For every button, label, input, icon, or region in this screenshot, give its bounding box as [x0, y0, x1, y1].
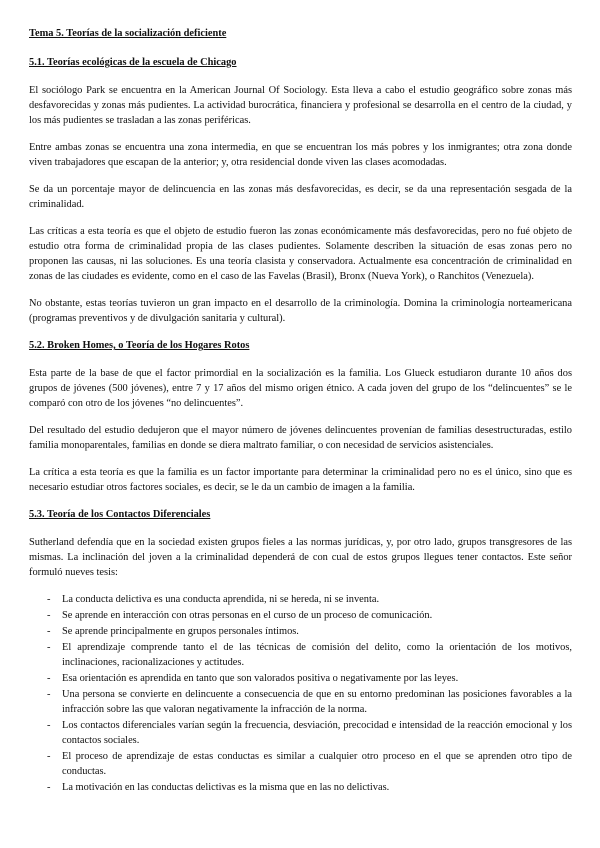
- list-item-text: El proceso de aprendizaje de estas conductas es similar a cualquier otro proceso en el que se aprenden otro tipo de conductas.: [62, 751, 572, 777]
- list-item-text: El aprendizaje comprende tanto el de las técnicas de comisión del delito, como la orientación de los motivos, inclinaciones, racionalizaciones y actitudes.: [62, 642, 572, 668]
- bullet-dash: -: [47, 642, 51, 653]
- bullet-dash: -: [47, 673, 51, 684]
- paragraph: Entre ambas zonas se encuentra una zona intermedia, en que se encuentran los más pobres y los inmigrantes; otra zona donde viven trabajadores que escapan de la anterior; y, otra residencial donde viven las clases acomodadas.: [29, 142, 572, 168]
- section-heading-broken-homes: 5.2. Broken Homes, o Teoría de los Hogares Rotos: [29, 340, 250, 351]
- paragraph: No obstante, estas teorías tuvieron un gran impacto en el desarrollo de la criminología. Domina la criminología norteamericana (programas preventivos y de divulgación sanitaria y cultural).: [29, 298, 572, 324]
- bullet-dash: -: [47, 594, 51, 605]
- paragraph: La crítica a esta teoría es que la familia es un factor importante para determinar la criminalidad pero no es el único, sino que es necesario estudiar otros factores sociales, es decir, se le da un cambio de imagen a la familia.: [29, 467, 572, 493]
- list-item: [29, 749, 572, 779]
- list-item-text: La motivación en las conductas delictivas es la misma que en las no delictivas.: [62, 782, 390, 793]
- theses-list: [29, 592, 572, 795]
- paragraph: Esta parte de la base de que el factor primordial en la socialización es la familia. Los Glueck estudiaron durante 10 años dos grupos de jóvenes (500 jóvenes), entre 7 y 17 años del mismo origen étnico. A cada joven del grupo de los “delincuentes” se le comparó con otro de los jóvenes “no delincuentes”.: [29, 368, 572, 409]
- document-page: [29, 26, 572, 796]
- bullet-dash: -: [47, 720, 51, 731]
- bullet-dash: -: [47, 689, 51, 700]
- paragraph: Sutherland defendía que en la sociedad existen grupos fieles a las normas jurídicas, y, por otro lado, grupos transgresores de las mismas. La inclinación del joven a la criminalidad dependerá de con cual de estos grupos llegues tener contactos. Este señor formuló nueves tesis:: [29, 537, 572, 578]
- document-title: Tema 5. Teorías de la socialización deficiente: [29, 28, 227, 39]
- section-heading-ecological: 5.1. Teorías ecológicas de la escuela de Chicago: [29, 57, 237, 68]
- list-item: [29, 687, 572, 717]
- list-item: [29, 671, 572, 686]
- list-item: [29, 718, 572, 748]
- list-item: [29, 640, 572, 670]
- list-item-text: Una persona se convierte en delincuente a consecuencia de que en su entorno predominan las posiciones favorables a la infracción sobre las que valoran negativamente la infracción de la norma.: [62, 689, 572, 715]
- list-item: [29, 592, 572, 607]
- section-heading-differential-contacts: 5.3. Teoría de los Contactos Diferenciales: [29, 509, 211, 520]
- list-item-text: Se aprende principalmente en grupos personales íntimos.: [62, 626, 299, 637]
- list-item: [29, 780, 572, 795]
- bullet-dash: -: [47, 626, 51, 637]
- paragraph: Del resultado del estudio dedujeron que el mayor número de jóvenes delincuentes provenían de familias desestructuradas, estilo familia monoparentales, familias en donde se diera maltrato familiar, o con necesidad de servicios asistenciales.: [29, 425, 572, 451]
- bullet-dash: -: [47, 782, 51, 793]
- list-item-text: Se aprende en interacción con otras personas en el curso de un proceso de comunicación.: [62, 610, 433, 621]
- list-item: [29, 608, 572, 623]
- paragraph: El sociólogo Park se encuentra en la American Journal Of Sociology. Esta lleva a cabo el estudio geográfico sobre zonas más desfavorecidas y zonas más pudientes. La actividad burocrática, financiera y profesional se desarrolla en el centro de la ciudad, y los más pudientes se trasladan a las zonas periféricas.: [29, 85, 572, 126]
- list-item-text: Los contactos diferenciales varían según la frecuencia, desviación, precocidad e intensidad de la reacción emocional y los contactos sociales.: [62, 720, 572, 746]
- bullet-dash: -: [47, 751, 51, 762]
- paragraph: Las críticas a esta teoría es que el objeto de estudio fueron las zonas económicamente más desfavorecidas, pero no fué objeto de estudio otra forma de criminalidad propia de las clases pudientes. Solamente describen la situación de esas zonas pero no proponen las causas, ni las soluciones. Es una teoría clasista y conservadora. Actualmente esa concentración de criminalidad en zonas de las ciudades es evidente, como en el caso de las Favelas (Brasil), Bronx (Nueva York), o Ranchitos (Venezuela).: [29, 226, 572, 282]
- bullet-dash: -: [47, 610, 51, 621]
- list-item-text: La conducta delictiva es una conducta aprendida, ni se hereda, ni se inventa.: [62, 594, 380, 605]
- paragraph: Se da un porcentaje mayor de delincuencia en las zonas más desfavorecidas, es decir, se da una representación sesgada de la criminalidad.: [29, 184, 572, 210]
- list-item: [29, 624, 572, 639]
- list-item-text: Esa orientación es aprendida en tanto que son valorados positiva o negativamente por las leyes.: [62, 673, 459, 684]
